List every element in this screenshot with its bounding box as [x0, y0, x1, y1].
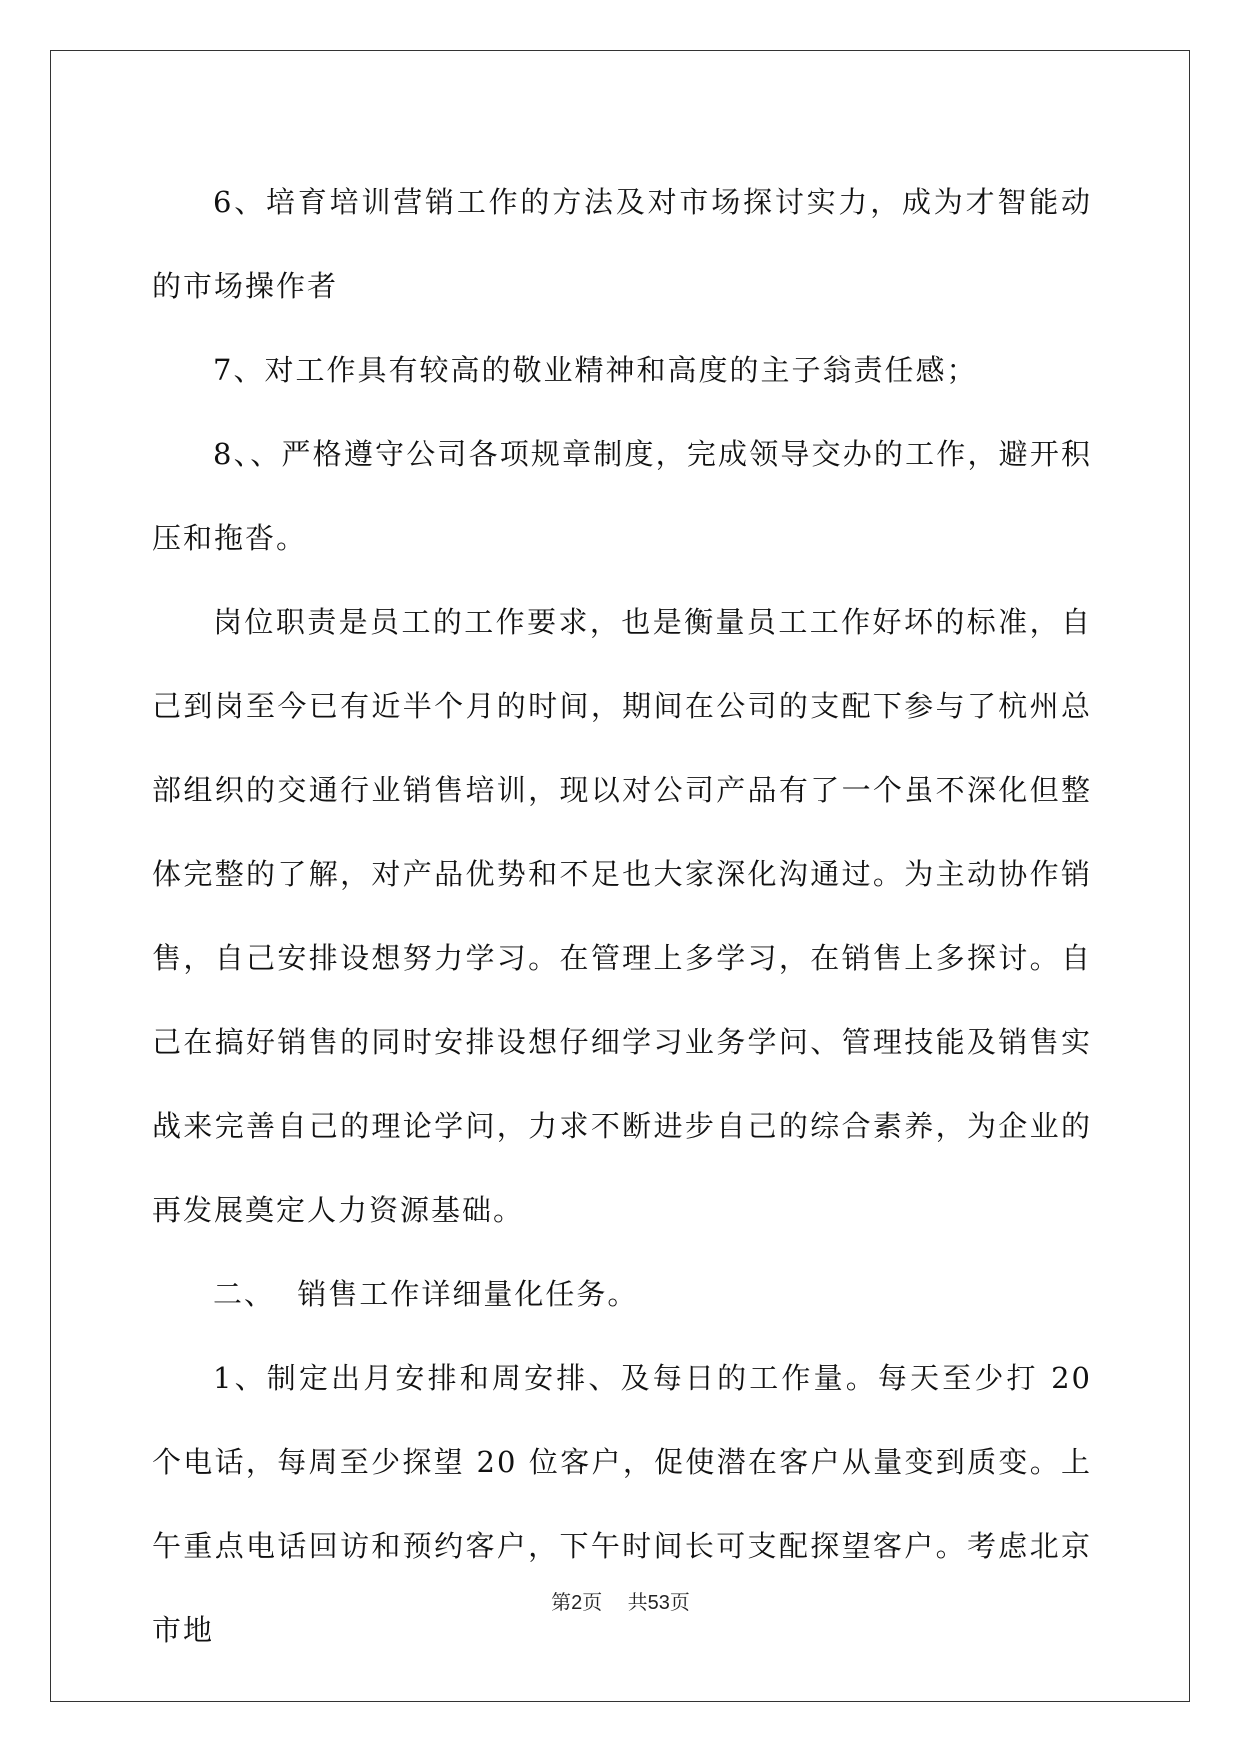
paragraph-item-7: 7、对工作具有较高的敬业精神和高度的主子翁责任感；	[213, 353, 978, 387]
paragraph-item-6: 6、培育培训营销工作的方法及对市场探讨实力，成为才智能动的市场操作者	[152, 185, 1092, 303]
document-body	[152, 160, 1104, 1672]
paragraph-item-8: 8、、严格遵守公司各项规章制度，完成领导交办的工作，避开积压和拖沓。	[152, 437, 1092, 555]
paragraph-task-1: 1、制定出月安排和周安排、及每日的工作量。每天至少打 20 个电话，每周至少探望 20 位客户，促使潜在客户从量变到质变。上午重点电话回访和预约客户，下午时间长可支配探望客户。考虑北京市地	[152, 1361, 1104, 1647]
total-pages: 53	[647, 1592, 670, 1614]
total-prefix: 共	[627, 1590, 648, 1614]
page-prefix: 第	[551, 1590, 572, 1614]
page-footer	[0, 1586, 1241, 1615]
paragraph-job-duties: 岗位职责是员工的工作要求，也是衡量员工工作好坏的标准，自己到岗至今已有近半个月的时间，期间在公司的支配下参与了杭州总部组织的交通行业销售培训，现以对公司产品有了一个虽不深化但整体完整的了解，对产品优势和不足也大家深化沟通过。为主动协作销售，自己安排设想努力学习。在管理上多学习，在销售上多探讨。自己在搞好销售的同时安排设想仔细学习业务学问、管理技能及销售实战来完善自己的理论学问，力求不断进步自己的综合素养，为企业的再发展奠定人力资源基础。	[152, 605, 1092, 1227]
page-number: 2	[571, 1592, 583, 1614]
section-heading-sales-tasks: 二、 销售工作详细量化任务。	[213, 1277, 639, 1311]
total-unit: 页	[669, 1590, 690, 1614]
page-unit: 页	[582, 1590, 603, 1614]
